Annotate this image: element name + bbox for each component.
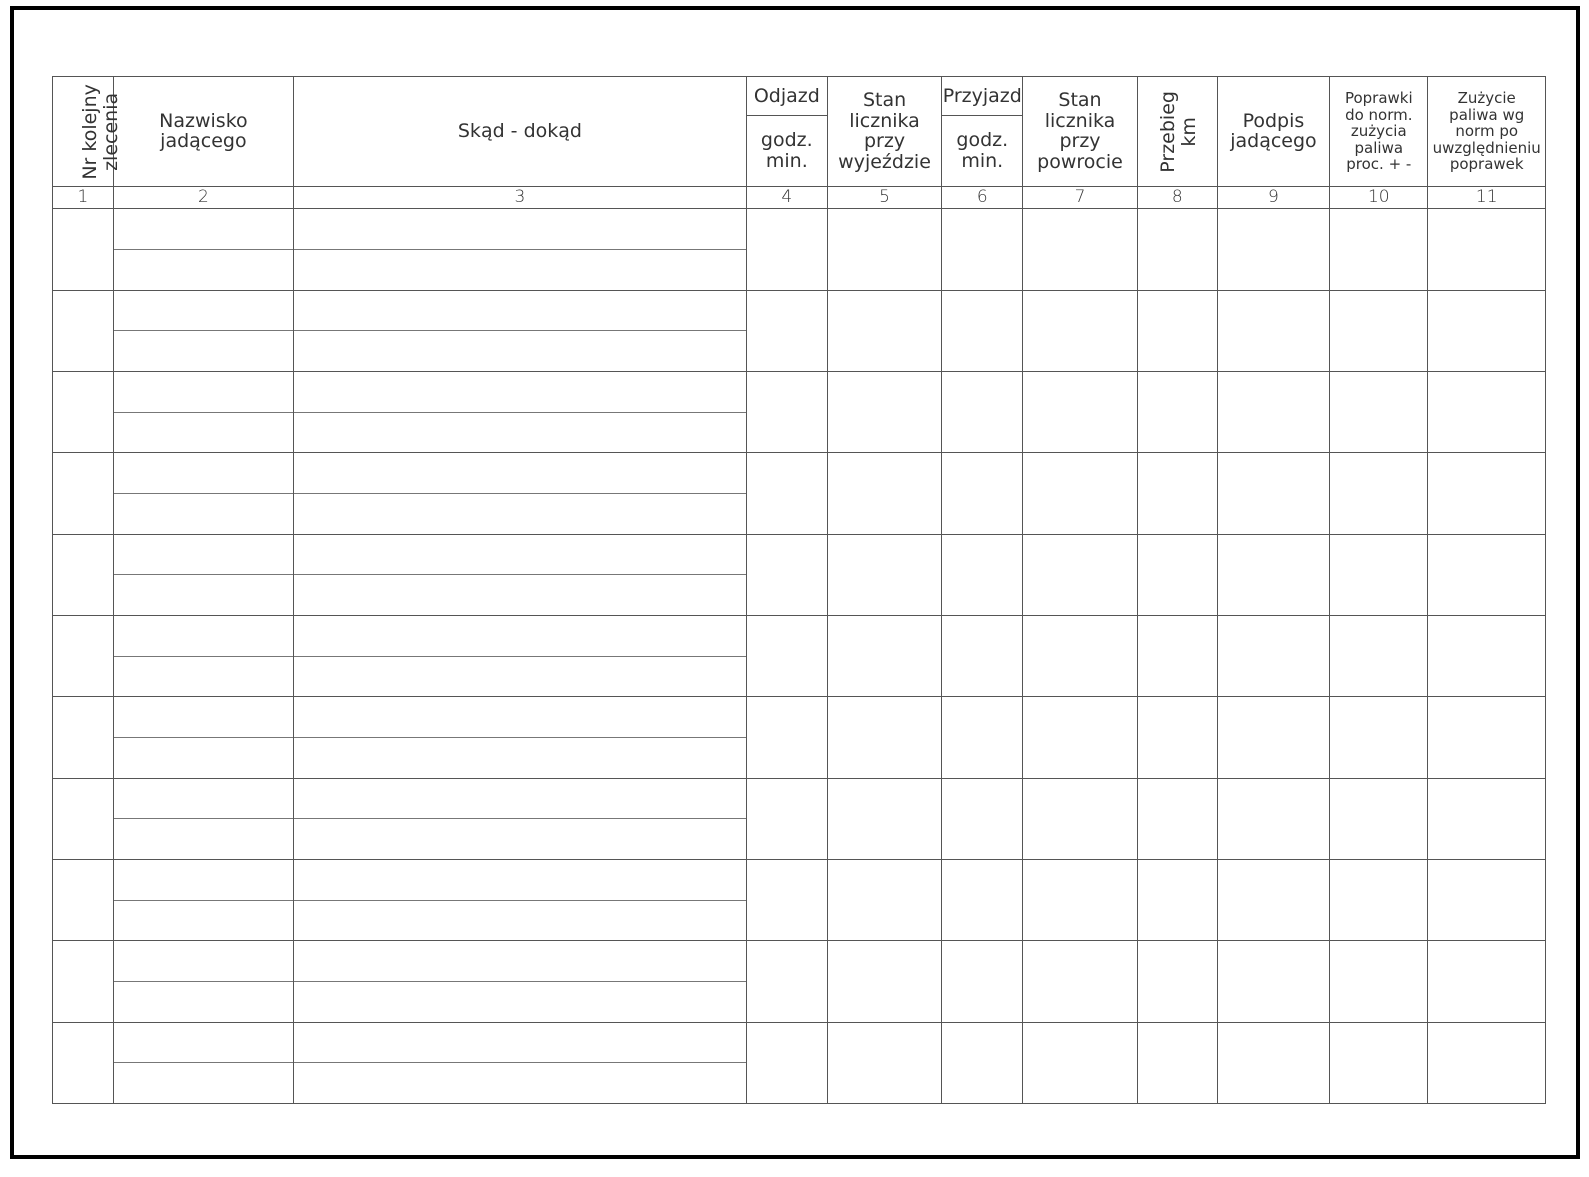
entry-cell[interactable] [53,615,114,696]
entry-cell[interactable] [1023,453,1137,534]
entry-cell[interactable] [1137,859,1217,940]
column-number: 11 [1428,186,1546,208]
entry-cell[interactable] [1137,534,1217,615]
entry-cell[interactable] [827,941,941,1022]
entry-cell[interactable] [1428,1022,1546,1103]
entry-cell[interactable] [1428,371,1546,452]
entry-cell[interactable] [746,859,827,940]
table-row [53,615,1546,696]
entry-cell[interactable] [113,941,293,1022]
entry-cell[interactable] [53,209,114,290]
entry-cell[interactable] [294,290,747,371]
entry-cell[interactable] [1023,941,1137,1022]
header-departure [746,77,827,187]
entry-cell[interactable] [827,615,941,696]
entry-cell[interactable] [53,371,114,452]
column-number: 7 [1023,186,1137,208]
entry-cell[interactable] [113,1022,293,1103]
header-odometer-return: Stan licznika przy powrocie [1023,77,1137,187]
entry-cell[interactable] [942,209,1023,290]
entry-cell[interactable] [1137,290,1217,371]
header-fuel-corrections: Poprawki do norm. zużycia paliwa proc. + - [1330,77,1428,187]
entry-cell[interactable] [1217,941,1329,1022]
table-row [53,209,1546,290]
table-row [53,941,1546,1022]
entry-cell[interactable] [53,1022,114,1103]
table-row [53,697,1546,778]
header-row [53,77,1546,187]
entry-cell[interactable] [53,534,114,615]
entry-cell[interactable] [1428,209,1546,290]
entry-cell[interactable] [294,534,747,615]
entry-cell[interactable] [1023,1022,1137,1103]
entry-cell[interactable] [113,534,293,615]
entry-cell[interactable] [53,290,114,371]
entry-cell[interactable] [1217,534,1329,615]
entry-cell[interactable] [1217,371,1329,452]
header-arrival [942,77,1023,187]
entry-cell[interactable] [746,290,827,371]
entry-cell[interactable] [1137,1022,1217,1103]
entry-cell[interactable] [1137,778,1217,859]
entry-cell[interactable] [827,697,941,778]
entry-cell[interactable] [1330,615,1428,696]
entry-cell[interactable] [113,209,293,290]
entry-cell[interactable] [1428,941,1546,1022]
entry-cell[interactable] [827,859,941,940]
entry-cell[interactable] [827,534,941,615]
entry-cell[interactable] [294,697,747,778]
entry-cell[interactable] [1137,615,1217,696]
entry-cell[interactable] [1023,209,1137,290]
entry-cell[interactable] [113,859,293,940]
entry-cell[interactable] [1137,941,1217,1022]
entry-cell[interactable] [294,371,747,452]
table-row [53,371,1546,452]
entry-cell[interactable] [942,290,1023,371]
entry-cell[interactable] [746,778,827,859]
entry-cell[interactable] [746,209,827,290]
entry-cell[interactable] [1023,290,1137,371]
column-number: 2 [113,186,293,208]
column-number: 4 [746,186,827,208]
entry-cell[interactable] [1023,534,1137,615]
entry-cell[interactable] [1428,453,1546,534]
entry-cell[interactable] [746,534,827,615]
entry-cell[interactable] [1217,615,1329,696]
entry-cell[interactable] [942,778,1023,859]
table-row [53,290,1546,371]
entry-cell[interactable] [53,941,114,1022]
entry-cell[interactable] [942,697,1023,778]
entry-cell[interactable] [746,453,827,534]
entry-cell[interactable] [1217,453,1329,534]
column-number: 9 [1217,186,1329,208]
entry-cell[interactable] [53,778,114,859]
header-order-number: Nr kolejny zlecenia [53,77,114,187]
entry-cell[interactable] [1217,290,1329,371]
entry-cell[interactable] [1023,615,1137,696]
entry-cell[interactable] [1023,697,1137,778]
entry-cell[interactable] [1217,778,1329,859]
entry-cell[interactable] [1428,778,1546,859]
entry-cell[interactable] [1217,859,1329,940]
entry-cell[interactable] [113,615,293,696]
column-number: 8 [1137,186,1217,208]
entry-cell[interactable] [1330,453,1428,534]
entry-cell[interactable] [294,209,747,290]
entry-cell[interactable] [827,290,941,371]
entry-cell[interactable] [294,778,747,859]
entry-cell[interactable] [942,453,1023,534]
entry-cell[interactable] [746,371,827,452]
entry-cell[interactable] [746,941,827,1022]
column-number: 10 [1330,186,1428,208]
header-route: Skąd - dokąd [294,77,747,187]
entry-cell[interactable] [942,371,1023,452]
column-number: 5 [827,186,941,208]
entry-cell[interactable] [1217,1022,1329,1103]
entry-cell[interactable] [1023,859,1137,940]
entry-cell[interactable] [1330,697,1428,778]
trip-log-table [52,76,1546,1104]
entry-cell[interactable] [113,453,293,534]
entry-cell[interactable] [294,1022,747,1103]
entry-cell[interactable] [1428,615,1546,696]
column-number: 6 [942,186,1023,208]
table-row [53,534,1546,615]
entry-cell[interactable] [746,697,827,778]
entry-cell[interactable] [1217,209,1329,290]
entry-cell[interactable] [294,453,747,534]
entry-cell[interactable] [1023,778,1137,859]
entry-cell[interactable] [1330,859,1428,940]
header-fuel-consumption: Zużycie paliwa wg norm po uwzględnieniu poprawek [1428,77,1546,187]
entry-cell[interactable] [827,778,941,859]
entry-cell[interactable] [1330,778,1428,859]
entry-cell[interactable] [827,371,941,452]
column-number-row [53,186,1546,208]
entry-cell[interactable] [113,697,293,778]
entry-cell[interactable] [1428,859,1546,940]
entry-cell[interactable] [827,1022,941,1103]
column-number: 1 [53,186,114,208]
entry-cell[interactable] [1330,534,1428,615]
entry-cell[interactable] [746,1022,827,1103]
entry-cell[interactable] [1428,534,1546,615]
entry-cell[interactable] [942,534,1023,615]
entry-cell[interactable] [1137,453,1217,534]
entry-cell[interactable] [1023,371,1137,452]
entry-cell[interactable] [942,941,1023,1022]
entry-cell[interactable] [1428,290,1546,371]
header-departure-time: godz. min. [760,129,813,172]
entry-cell[interactable] [827,209,941,290]
header-departure-label: Odjazd [747,77,827,116]
entry-cell[interactable] [746,615,827,696]
entry-cell[interactable] [113,778,293,859]
entry-cell[interactable] [942,859,1023,940]
header-odometer-departure: Stan licznika przy wyjeździe [827,77,941,187]
column-number: 3 [294,186,747,208]
entry-cell[interactable] [827,453,941,534]
entry-cell[interactable] [294,859,747,940]
header-arrival-time: godz. min. [956,129,1009,172]
table-row [53,778,1546,859]
entry-cell[interactable] [1137,697,1217,778]
entry-cell[interactable] [1330,290,1428,371]
entry-cell[interactable] [1217,697,1329,778]
entry-cell[interactable] [53,453,114,534]
entry-cell[interactable] [1330,371,1428,452]
entry-cell[interactable] [113,290,293,371]
entry-cell[interactable] [53,697,114,778]
entry-cell[interactable] [942,1022,1023,1103]
entry-cell[interactable] [1137,209,1217,290]
header-driver-name: Nazwisko jadącego [113,77,293,187]
entry-cell[interactable] [294,941,747,1022]
entry-cell[interactable] [1330,941,1428,1022]
table-row [53,1022,1546,1103]
table-row [53,859,1546,940]
table-row [53,453,1546,534]
entry-cell[interactable] [53,859,114,940]
entry-cell[interactable] [1137,371,1217,452]
header-mileage: Przebieg km [1137,77,1217,187]
entry-cell[interactable] [1428,697,1546,778]
entry-cell[interactable] [942,615,1023,696]
entry-cell[interactable] [1330,209,1428,290]
header-driver-signature: Podpis jadącego [1217,77,1329,187]
header-arrival-label: Przyjazd [942,77,1022,116]
entry-cell[interactable] [1330,1022,1428,1103]
entry-cell[interactable] [294,615,747,696]
entry-cell[interactable] [113,371,293,452]
